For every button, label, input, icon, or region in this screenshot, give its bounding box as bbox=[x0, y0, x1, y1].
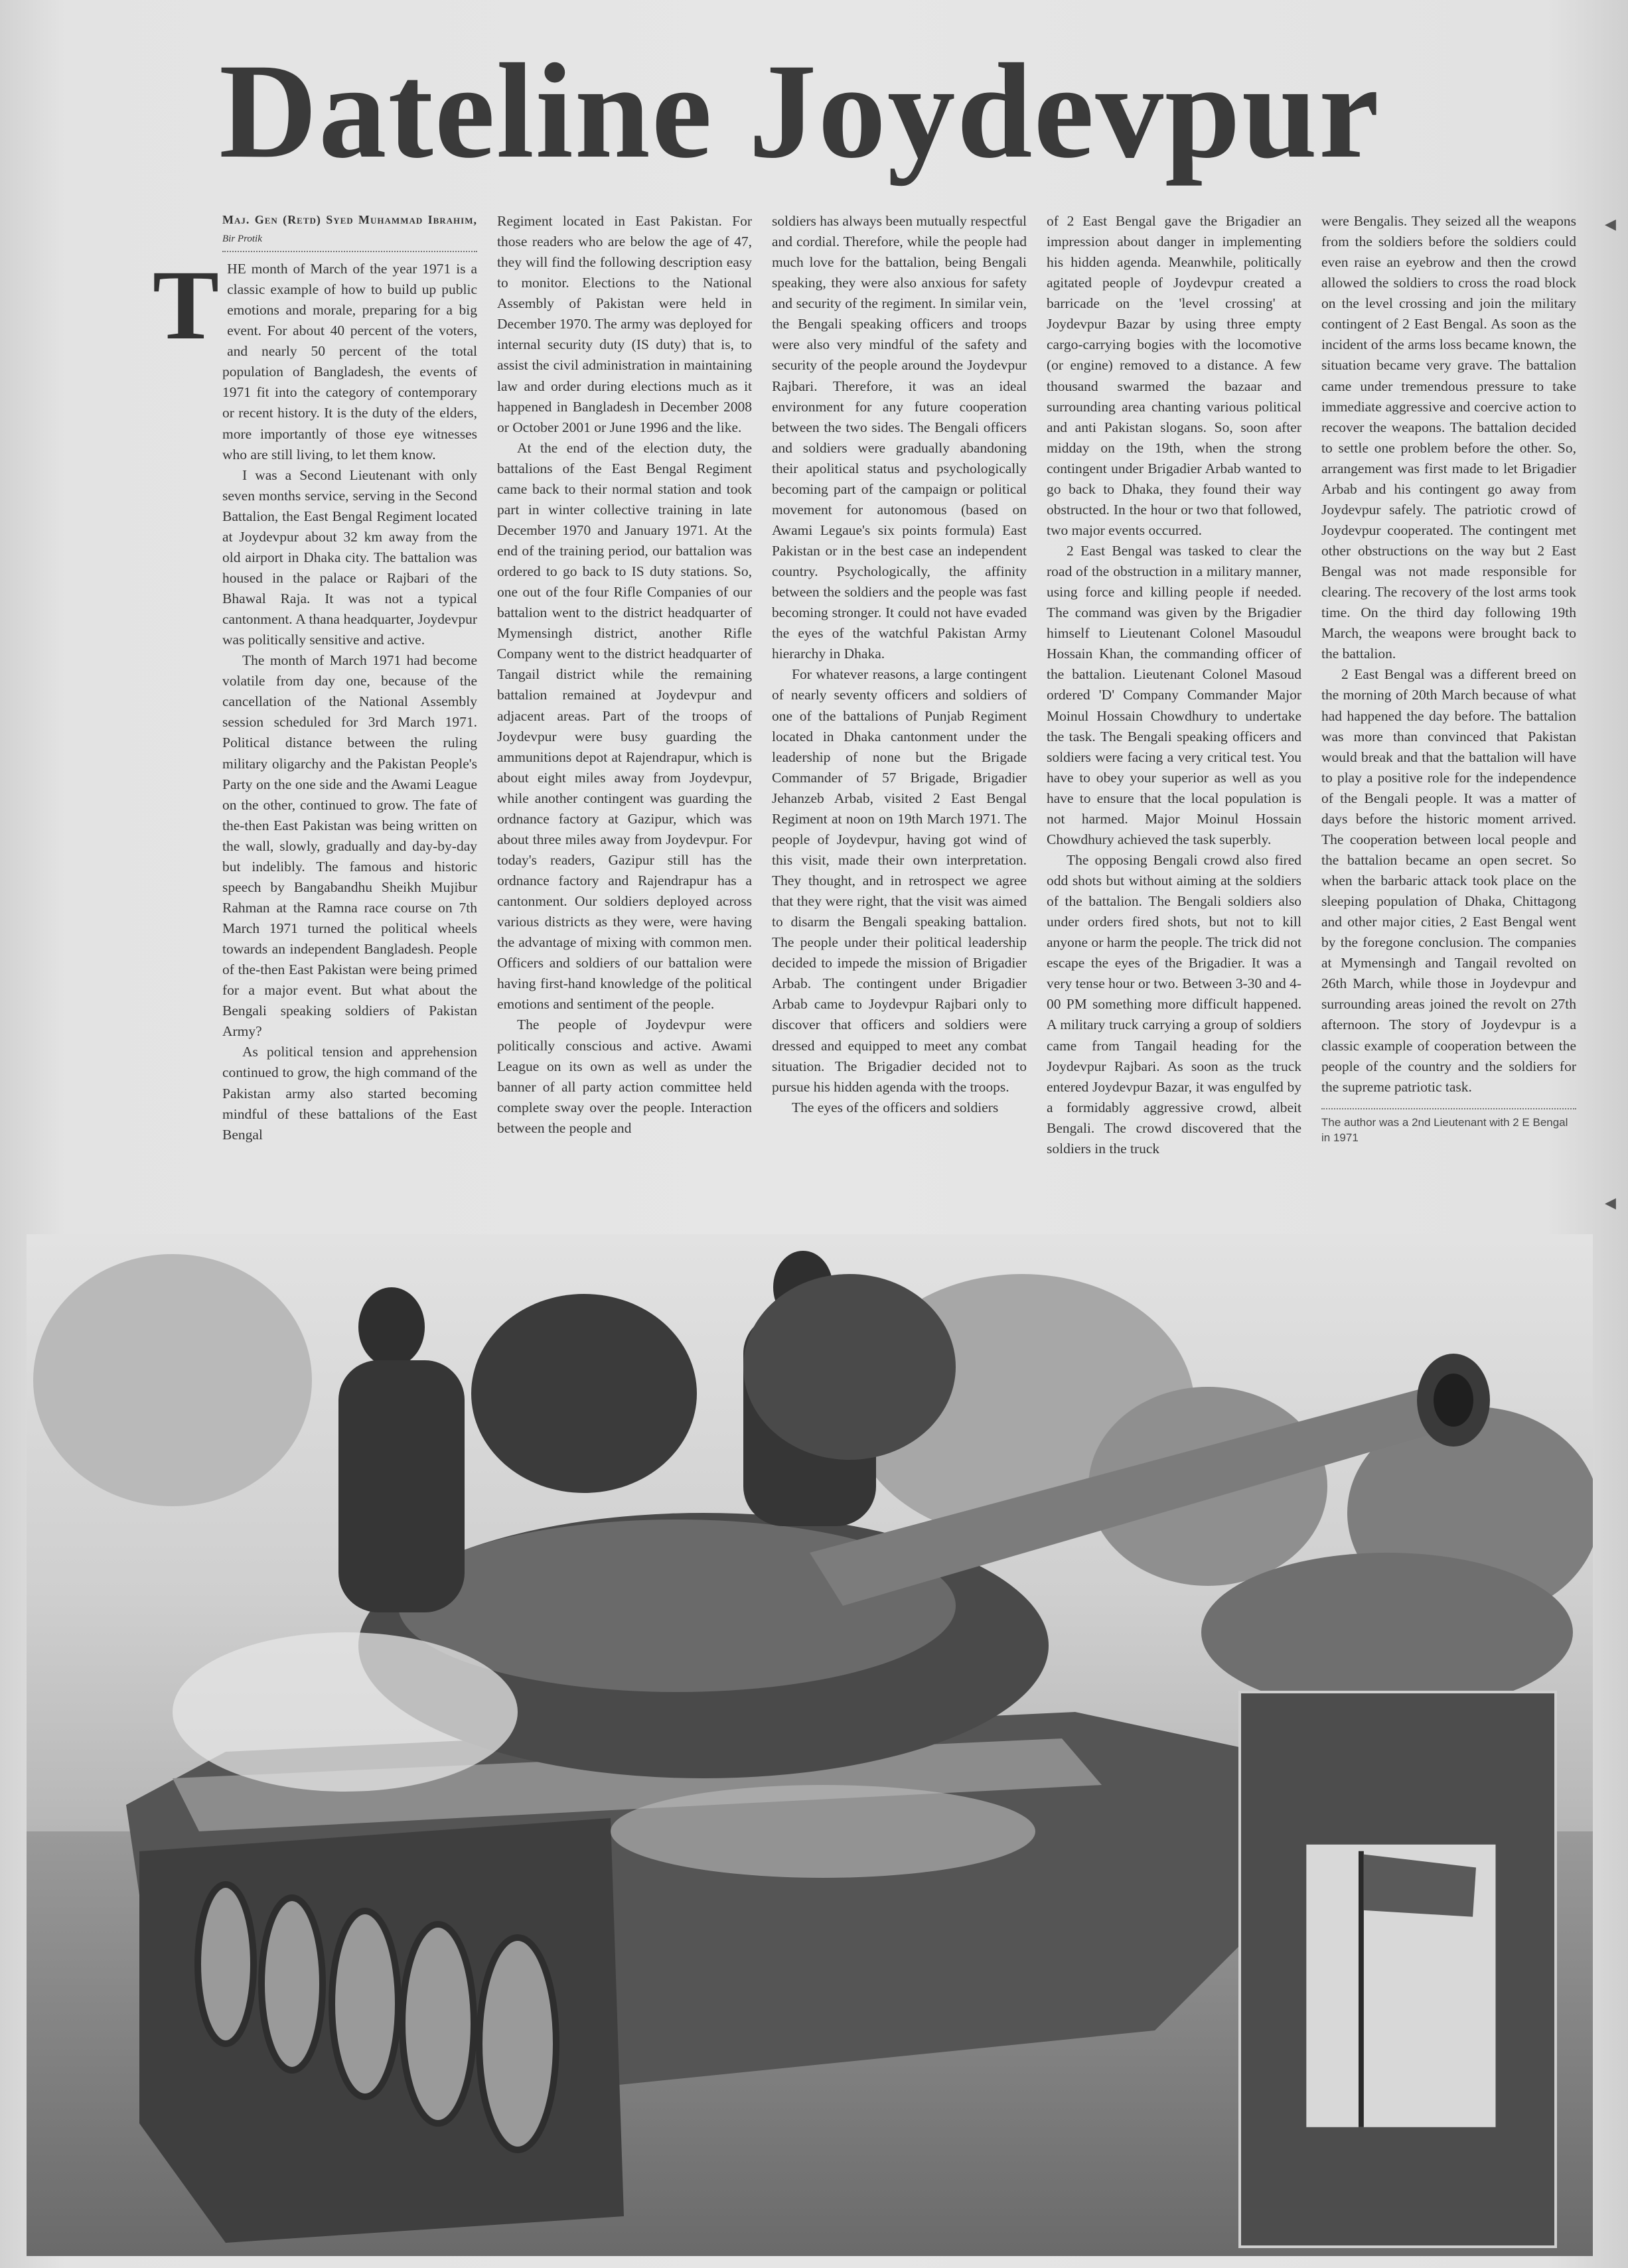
byline-divider bbox=[222, 251, 477, 252]
article-title: Dateline Joydevpur bbox=[219, 36, 1380, 186]
flag-inset-photo bbox=[1238, 1691, 1557, 2248]
column-3 bbox=[772, 211, 1027, 1200]
flag-inset-image bbox=[1241, 1693, 1554, 2245]
paragraph-14: were Bengalis. They seized all the weapons from the soldiers before the soldiers could even raise an eyebrow and then the crowd allowed the soldiers to cross the road block on the level crossing and join the military contingent of 2 East Bengal. As soon as the incident of the arms loss became known, the situation became very grave. The battalion came under tremendous pressure to take immediate aggressive and coercive action to recover the weapons. The battalion decided to settle one problem before the other. So, arrangement was first made to let Brigadier Arbab and his contingent go away from Joydevpur safely. The patriotic crowd of Joydevpur cooperated. The contingent met other obstructions on the way but 2 East Bengal was not made responsible for clearing. The recovery of the lost arms took time. On the third day following 19th March, the weapons were brought back to the battalion. bbox=[1321, 213, 1576, 662]
column-4 bbox=[1047, 211, 1301, 1200]
margin-mark-icon: ◀ bbox=[1605, 216, 1616, 232]
author-credit: The author was a 2nd Lieutenant with 2 E Bengal in 1971 bbox=[1321, 1108, 1576, 1147]
paragraph-6: At the end of the election duty, the battalions of the East Bengal Regiment came back to their normal station and took part in winter collective training in late December 1970 and January 1971. At the end of the training period, our battalion was ordered to go back to IS duty stations. So, one out of the four Rifle Companies of our battalion went to the district headquarter of Mymensingh district, another Rifle Company went to the district headquarter of Tangail district while the remaining battalion remained at Joydevpur and adjacent areas. Part of the troops of Joydevpur were busy guarding the ammunitions depot at Rajendrapur, which is about eight miles away from Joydevpur, while another contingent was guarding the ordnance factory at Gazipur, which was about three miles away from Joydevpur. For today's readers, Gazipur still has the ordnance factory and Rajendrapur has a cantonment. Our soldiers deployed across various districts as they were, were having the advantage of mixing with common men. Officers and soldiers of our battalion were having first-hand knowledge of the political emotions and sentiment of the people. bbox=[497, 439, 752, 1013]
paragraph-9: For whatever reasons, a large contingent of nearly seventy officers and soldiers of one of the battalions of Punjab Regiment located in Dhaka cantonment under the leadership of none but the Brigade Commander of 57 Brigade, Brigadier Jehanzeb Arbab, visited 2 East Bengal Regiment at noon on 19th March 1971. The people of Joydevpur, having got wind of this visit, made their own interpretation. They thought, and in retrospect we agree that they were right, that the visit was aimed to disarm the Bengali speaking battalion. The people under their political leadership decided to impede the mission of Brigadier Arbab. The contingent under Brigadier Arbab came to Joydevpur Rajbari only to discover that officers and soldiers were dressed and equipped to meet any combat situation. The Brigadier decided not to pursue his hidden agenda with the troops. bbox=[772, 666, 1027, 1095]
paragraph-8: soldiers has always been mutually respectful and cordial. Therefore, while the people had much love for the battalion, being Bengali speaking, they were also anxious for safety and security of the regiment. In similar vein, the Bengali speaking officers and troops were also very mindful of the safety and security of the people around the Joydevpur Rajbari. Therefore, it was an ideal environment for any future cooperation between the two sides. The Bengali officers and soldiers were gradually abandoning their apolitical status and psychologically becoming part of the campaign or political movement for autonomous (based on Awami Legaue's six points formula) East Pakistan or in the best case an independent country. Psychologically, the affinity between the soldiers and the people was fast becoming stronger. It could not have evaded the eyes of the watchful Pakistan Army hierarchy in Dhaka. bbox=[772, 213, 1027, 662]
article-body bbox=[153, 211, 1576, 1200]
paragraph-1: THE month of March of the year 1971 is a classic example of how to build up public emotions and morale, preparing for a big event. For about 40 percent of the voters, and nearly 50 percent of the total population of Bangladesh, the events of 1971 fit into the category of contemporary or recent history. It is the duty of the elders, more importantly of those eye witnesses who are still living, to let them know. bbox=[153, 250, 477, 462]
paragraph-3: The month of March 1971 had become volatile from day one, because of the cancellation of the National Assembly session scheduled for 3rd March 1971. Political distance between the ruling military oligarchy and the Pakistan People's Party on the one side and the Awami League on the other, continued to grow. The fate of the-then East Pakistan was being written on the wall, slowly, gradually and day-by-day but indelibly. The famous and historic speech by Bangabandhu Sheikh Mujibur Rahman at the Ramna race course on 7th March 1971 turned the political wheels towards an independent Bangladesh. People of the-then East Pakistan were being primed for a major event. But what about the Bengali speaking soldiers of Pakistan Army? bbox=[222, 652, 477, 1040]
paragraph-4: As political tension and apprehension continued to grow, the high command of the Pakistan army also started becoming mindful of these battalions of the East Bengal bbox=[222, 1044, 477, 1143]
drop-cap: T bbox=[153, 250, 220, 360]
paragraph-5: Regiment located in East Pakistan. For those readers who are below the age of 47, they will find the following description easy to monitor. Elections to the National Assembly of Pakistan were held in December 1970. The army was deployed for internal security duty (IS duty) that is, to assist the civil administration in maintaining law and order during elections much as it happened in Bangladesh in December 2008 or October 2001 or June 1996 and the like. bbox=[497, 213, 752, 435]
margin-mark-icon: ◀ bbox=[1605, 1194, 1616, 1211]
paragraph-10: The eyes of the officers and soldiers bbox=[792, 1099, 999, 1115]
byline bbox=[222, 211, 477, 247]
byline-author: Maj. Gen (Retd) Syed Muhammad Ibrahim, bbox=[222, 213, 477, 226]
column-5 bbox=[1321, 211, 1576, 1200]
paragraph-12: 2 East Bengal was tasked to clear the road of the obstruction in a military manner, using force and killing people if needed. The command was given by the Brigadier himself to Lieutenant Colonel Masoudul Hossain Khan, the commanding officer of the battalion. Lieutenant Colonel Masoud ordered 'D' Company Commander Major Moinul Hossain Chowdhury to undertake the task. The Bengali speaking officers and soldiers were facing a very critical test. You have to obey your superior as well as you have to ensure that the local population is not harmed. Major Moinul Hossain Chowdhury achieved the task superbly. bbox=[1047, 543, 1301, 847]
paragraph-15: 2 East Bengal was a different breed on the morning of 20th March because of what had happened the day before. The battalion was more than convinced that Pakistan would break and that the battalion will have to play a positive role for the independence of the Bengali people. It was a matter of days before the historic moment arrived. The cooperation between local people and the battalion became an open secret. So when the barbaric attack took place on the sleeping population of Dhaka, Chittagong and other major cities, 2 East Bengal went by the foregone conclusion. The companies at Mymensingh and Tangail revolted on 26th March, while those in Joydevpur and surrounding areas joined the revolt on 27th afternoon. The story of Joydevpur is a classic example of cooperation between the people of the country and the soldiers for the supreme patriotic task. bbox=[1321, 666, 1576, 1095]
paragraph-7: The people of Joydevpur were politically conscious and active. Awami League on its own as well as under the banner of all party action committee held complete sway over the people. Interaction between the people and bbox=[497, 1017, 752, 1136]
column-1 bbox=[153, 211, 477, 1200]
byline-award: Bir Protik bbox=[222, 234, 262, 244]
column-2 bbox=[497, 211, 752, 1200]
paragraph-2: I was a Second Lieutenant with only seven months service, serving in the Second Battalion, the East Bengal Regiment located at Joydevpur about 32 km away from the old airport in Dhaka city. The battalion was housed in the palace or Rajbari of the Bhawal Raja. It was not a typical cantonment. A thana headquarter, Joydevpur was politically sensitive and active. bbox=[222, 466, 477, 648]
paragraph-11: of 2 East Bengal gave the Brigadier an impression about danger in implementing his hidden agenda. Meanwhile, politically agitated people of Joydevpur created a barricade on the 'level crossing' at Joydevpur Bazar by using three empty cargo-carrying bogies with the locomotive (or engine) removed to a distance. A few thousand swarmed the bazaar and surrounding area chanting various political and anti Pakistan slogans. So, soon after midday on the 19th, when the strong contingent under Brigadier Arbab wanted to go back to Dhaka, they found their way obstructed. In the hour or two that followed, two major events occurred. bbox=[1047, 213, 1301, 538]
paragraph-13: The opposing Bengali crowd also fired odd shots but without aiming at the soldiers of the battalion. The Bengali soldiers also under orders fired shots, but not to kill anyone or harm the people. The trick did not escape the eyes of the Brigadier. It was a very tense hour or two. Between 3-30 and 4-00 PM something more difficult happened. A military truck carrying a group of soldiers came from Tangail heading for the Joydevpur Rajbari. As soon as the truck entered Joydevpur Bazar, it was engulfed by a formidably aggressive crowd, albeit Bengali. The crowd discovered that the soldiers in the truck bbox=[1047, 851, 1301, 1157]
